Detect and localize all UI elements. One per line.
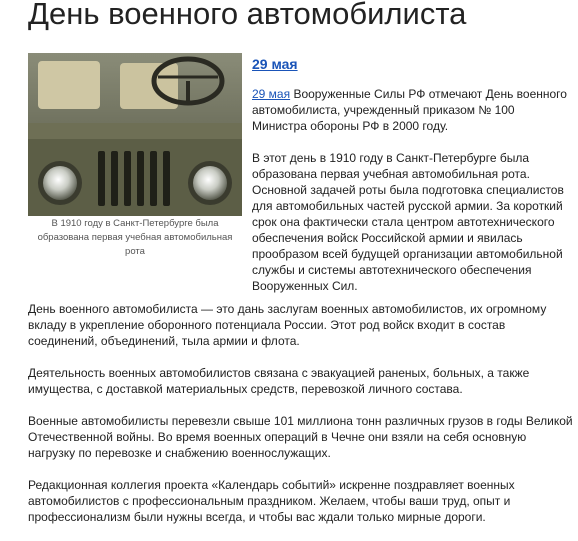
body-paragraph: День военного автомобилиста — это дань заслугам военных автомобилистов, их огромному вкладу в укрепление оборонного потенциала России. Этот род войск входит в состав соединений, объединений, тыла армии и флота. — [28, 302, 547, 348]
military-jeep-photo — [28, 53, 242, 216]
body-paragraph: Военные автомобилисты перевезли свыше 101 миллиона тонн различных грузов в годы Великой Отечественной войны. Во время военных операций в Чечне они взяли на себя основную нагрузку по перевозке и снабжению военнослужащих. — [28, 414, 573, 460]
history-paragraph: В этот день в 1910 году в Санкт-Петербурге была образована первая учебная автомобильная рота. Основной задачей роты была подготовка специалистов для автомобильных частей русской армии. За короткий срок она фактически стала центром автотехнического обеспечения войск Российской армии и явилась прообразом всей будущей организации автомобильной службы и системы автотехнического обеспечения Вооруженных Сил. — [252, 151, 564, 293]
side-text — [252, 86, 572, 310]
intro-text: Вооруженные Силы РФ отмечают День военного автомобилиста, учрежденный приказом № 100 Министра обороны РФ в 2000 году. — [252, 87, 567, 133]
body-paragraph: Редакционная коллегия проекта «Календарь событий» искренне поздравляет военных автомобилистов с профессиональным праздником. Желаем, чтобы ваши труд, опыт и профессионализм были нужны всегда, и чтобы вас ждали только мирные дороги. — [28, 478, 515, 524]
article-body — [28, 301, 573, 541]
date-link[interactable]: 29 мая — [252, 56, 298, 72]
body-paragraph: Деятельность военных автомобилистов связана с эвакуацией раненых, больных, а также имущества, с доставкой материальных средств, перевозкой личного состава. — [28, 366, 530, 396]
intro-paragraph — [252, 86, 572, 134]
article-title: День военного автомобилиста — [28, 0, 467, 31]
intro-date-link[interactable]: 29 мая — [252, 87, 291, 101]
image-caption: В 1910 году в Санкт-Петербурге была образована первая учебная автомобильная рота — [37, 218, 233, 257]
